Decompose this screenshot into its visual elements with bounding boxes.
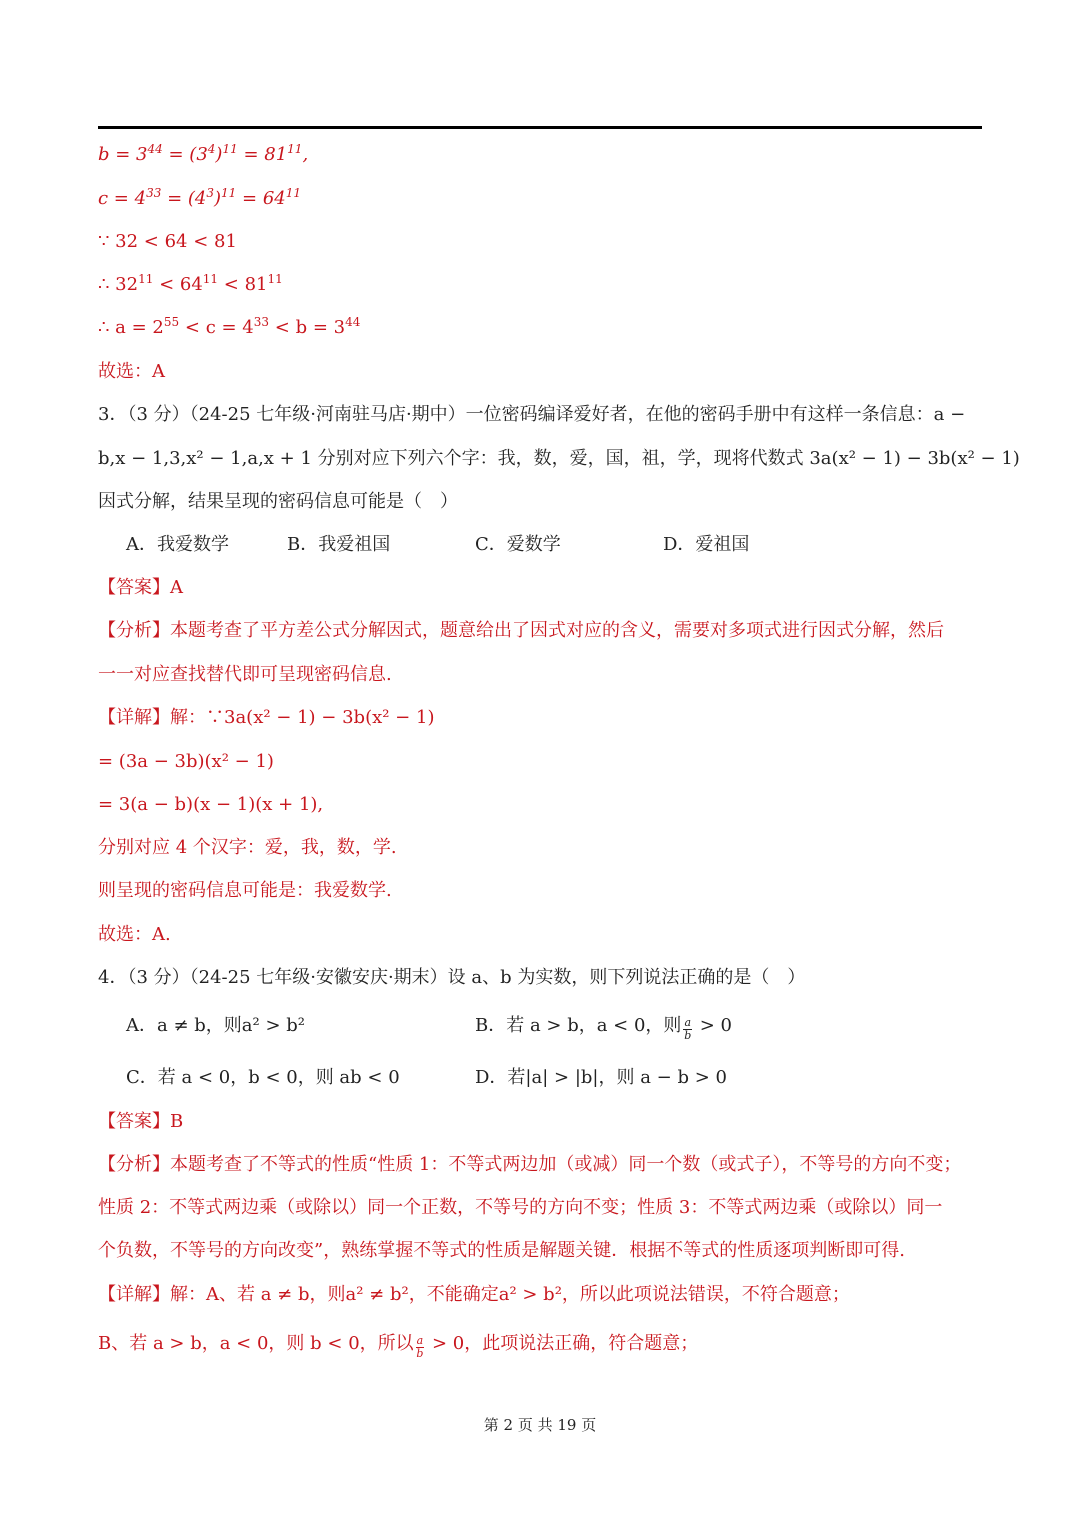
- q4-option-c: C．若 a < 0，b < 0，则 ab < 0: [126, 1067, 400, 1088]
- q3-analysis-line-1: 【分析】本题考查了平方差公式分解因式，题意给出了因式对应的含义，需要对多项式进行因式分解，然后: [98, 620, 944, 641]
- q3-stem-line-1: 3．（3 分）（24-25 七年级·河南驻马店·期中）一位密码编译爱好者，在他的密码手册中有这样一条信息：a −: [98, 404, 966, 425]
- q4-answer: 【答案】B: [98, 1111, 184, 1132]
- q3-option-c: C．爱数学: [475, 534, 561, 555]
- q3-detail-line-5: 则呈现的密码信息可能是：我爱数学.: [98, 880, 392, 901]
- q4-detail-line-2: B、若 a > b，a < 0，则 b < 0，所以 $\frac{a}{b}$ > 0，此项说法正确，符合题意；: [98, 1333, 699, 1360]
- q3-detail-line-2: = (3a − 3b)(x² − 1): [98, 751, 274, 772]
- q4-analysis-line-1: 【分析】本题考查了不等式的性质“性质 1：不等式两边加（或减）同一个数（或式子），不等号的方向不变；: [98, 1154, 962, 1175]
- fraction-a-over-b: $\frac{a}{b}$: [416, 1334, 424, 1360]
- q3-option-b: B．我爱祖国: [287, 534, 391, 555]
- solution-b-line: $b = 3^{44} = (3^4)^{11} = 81^{11}$,: [98, 142, 309, 165]
- q3-stem-line-2: b,x − 1,3,x² − 1,a,x + 1 分别对应下列六个字：我，数，爱，国，祖，学，现将代数式 3a(x² − 1) − 3b(x² − 1): [98, 448, 1020, 469]
- solution-therefore-line-2: ∴ $a = 2^{55} < c = 4^{33} < b = 3^{44}$: [98, 315, 361, 338]
- q3-analysis-line-2: 一一对应查找替代即可呈现密码信息.: [98, 664, 392, 685]
- q3-option-d: D．爱祖国: [663, 534, 750, 555]
- fraction-a-over-b: $\frac{a}{b}$: [684, 1016, 692, 1042]
- solution-therefore-line-1: ∴ $32^{11} < 64^{11} < 81^{11}$: [98, 272, 283, 295]
- q4-option-a: A．a ≠ b，则a² > b²: [126, 1015, 305, 1036]
- header-rule: [98, 126, 982, 129]
- solution-because-line: ∵ 32 < 64 < 81: [98, 231, 237, 252]
- q4-option-b: B．若 a > b，a < 0，则 $\frac{a}{b}$ > 0: [475, 1015, 732, 1042]
- q3-option-a: A．我爱数学: [126, 534, 229, 555]
- q4-option-d: D．若|a| > |b|，则 a − b > 0: [475, 1067, 727, 1088]
- page-footer: 第 2 页 共 19 页: [483, 1416, 597, 1434]
- q4-detail-line-1: 【详解】解：A、若 a ≠ b，则a² ≠ b²，不能确定a² > b²，所以此项说法错误，不符合题意；: [98, 1284, 850, 1305]
- q3-detail-line-3: = 3(a − b)(x − 1)(x + 1),: [98, 794, 324, 815]
- solution-choice: 故选：A: [98, 361, 165, 382]
- solution-c-line: $c = 4^{33} = (4^3)^{11} = 64^{11}$: [98, 186, 302, 209]
- q3-detail-line-4: 分别对应 4 个汉字：爱，我，数，学.: [98, 837, 397, 858]
- q4-stem: 4．（3 分）（24-25 七年级·安徽安庆·期末）设 a、b 为实数，则下列说法正确的是（ ）: [98, 967, 806, 988]
- q3-stem-line-3: 因式分解，结果呈现的密码信息可能是（ ）: [98, 491, 458, 512]
- q3-detail-line-6: 故选：A.: [98, 924, 171, 945]
- q3-detail-line-1: 【详解】解：∵3a(x² − 1) − 3b(x² − 1): [98, 707, 435, 728]
- q3-answer: 【答案】A: [98, 577, 183, 598]
- q4-analysis-line-3: 个负数，不等号的方向改变”，熟练掌握不等式的性质是解题关键．根据不等式的性质逐项判断即可得.: [98, 1240, 905, 1261]
- q4-analysis-line-2: 性质 2：不等式两边乘（或除以）同一个正数，不等号的方向不变；性质 3：不等式两边乘（或除以）同一: [98, 1197, 943, 1218]
